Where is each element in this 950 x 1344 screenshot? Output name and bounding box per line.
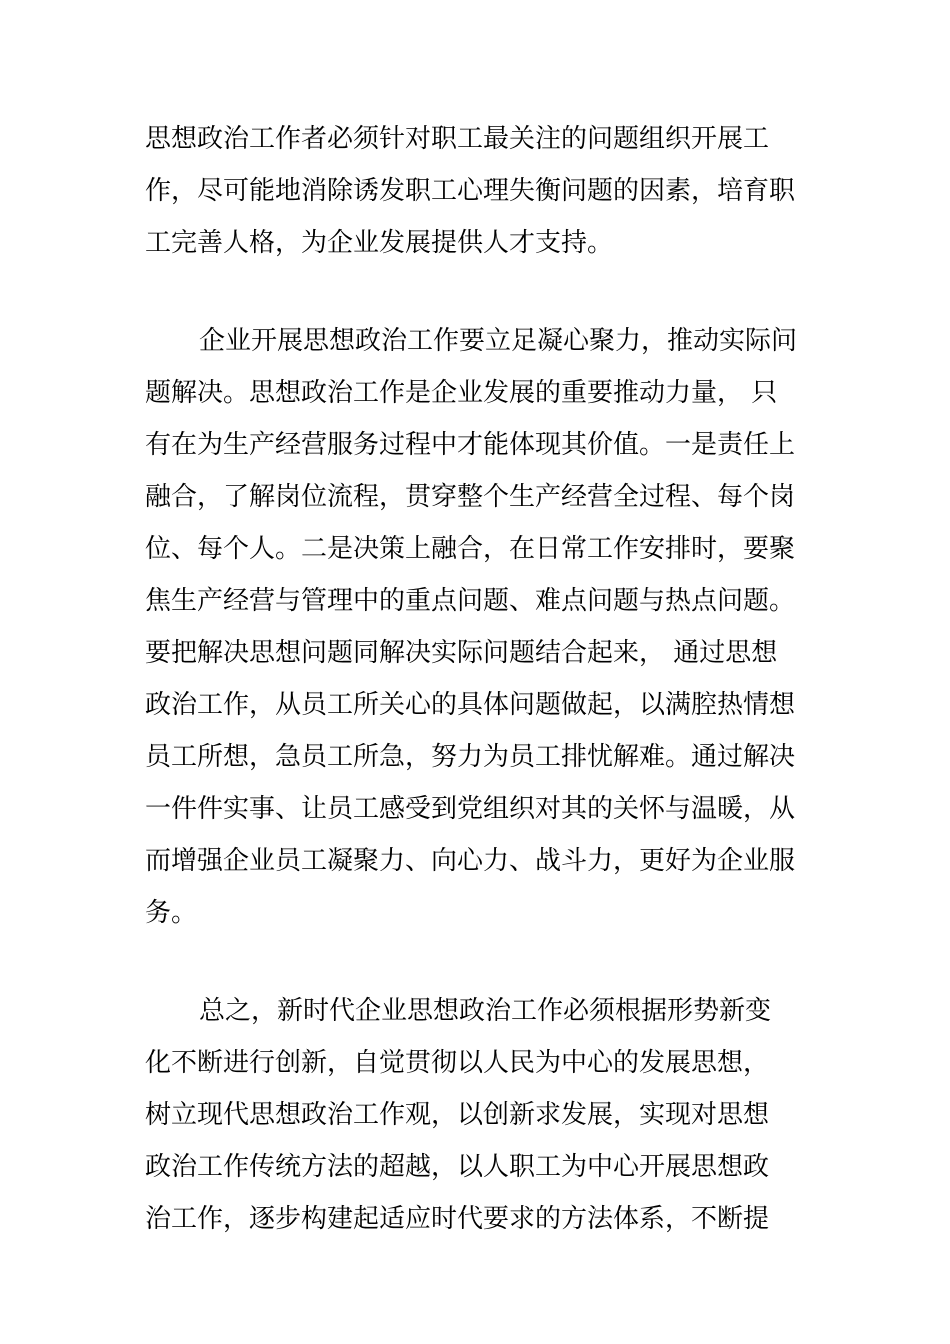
text-line: 工完善人格，为企业发展提供人才支持。 bbox=[145, 228, 614, 258]
paragraph-3 bbox=[145, 985, 825, 1245]
text-line: 总之，新时代企业思想政治工作必须根据形势新变 bbox=[199, 996, 772, 1026]
text-line: 政治工作传统方法的超越，以人职工为中心开展思想政 bbox=[145, 1152, 770, 1182]
paragraph-2 bbox=[145, 315, 825, 939]
text-line: 而增强企业员工凝聚力、向心力、战斗力，更好为企业服 bbox=[145, 846, 796, 876]
text-line: 企业开展思想政治工作要立足凝心聚力，推动实际问 bbox=[199, 326, 798, 356]
text-line: 化不断进行创新，自觉贯彻以人民为中心的发展思想， bbox=[145, 1048, 770, 1078]
text-line: 要把解决思想问题同解决实际问题结合起来， 通过思想 bbox=[145, 638, 778, 668]
text-line: 融合，了解岗位流程，贯穿整个生产经营全过程、每个岗 bbox=[145, 482, 796, 512]
text-line: 员工所想，急员工所急，努力为员工排忧解难。通过解决 bbox=[145, 742, 796, 772]
document-page bbox=[145, 113, 825, 1245]
text-line: 有在为生产经营服务过程中才能体现其价值。一是责任上 bbox=[145, 430, 796, 460]
paragraph-gap bbox=[145, 269, 825, 315]
text-line: 务。 bbox=[145, 898, 198, 928]
text-line: 思想政治工作者必须针对职工最关注的问题组织开展工 bbox=[145, 124, 770, 154]
text-line: 治工作，逐步构建起适应时代要求的方法体系，不断提 bbox=[145, 1204, 770, 1234]
paragraph-gap bbox=[145, 939, 825, 985]
text-line: 政治工作，从员工所关心的具体问题做起，以满腔热情想 bbox=[145, 690, 796, 720]
text-line: 焦生产经营与管理中的重点问题、难点问题与热点问题。 bbox=[145, 586, 796, 616]
text-line: 一件件实事、让员工感受到党组织对其的关怀与温暖，从 bbox=[145, 794, 796, 824]
text-line: 作，尽可能地消除诱发职工心理失衡问题的因素，培育职 bbox=[145, 176, 796, 206]
text-line: 位、每个人。二是决策上融合，在日常工作安排时，要聚 bbox=[145, 534, 796, 564]
text-line: 题解决。思想政治工作是企业发展的重要推动力量， 只 bbox=[145, 378, 778, 408]
paragraph-1 bbox=[145, 113, 825, 269]
text-line: 树立现代思想政治工作观，以创新求发展，实现对思想 bbox=[145, 1100, 770, 1130]
